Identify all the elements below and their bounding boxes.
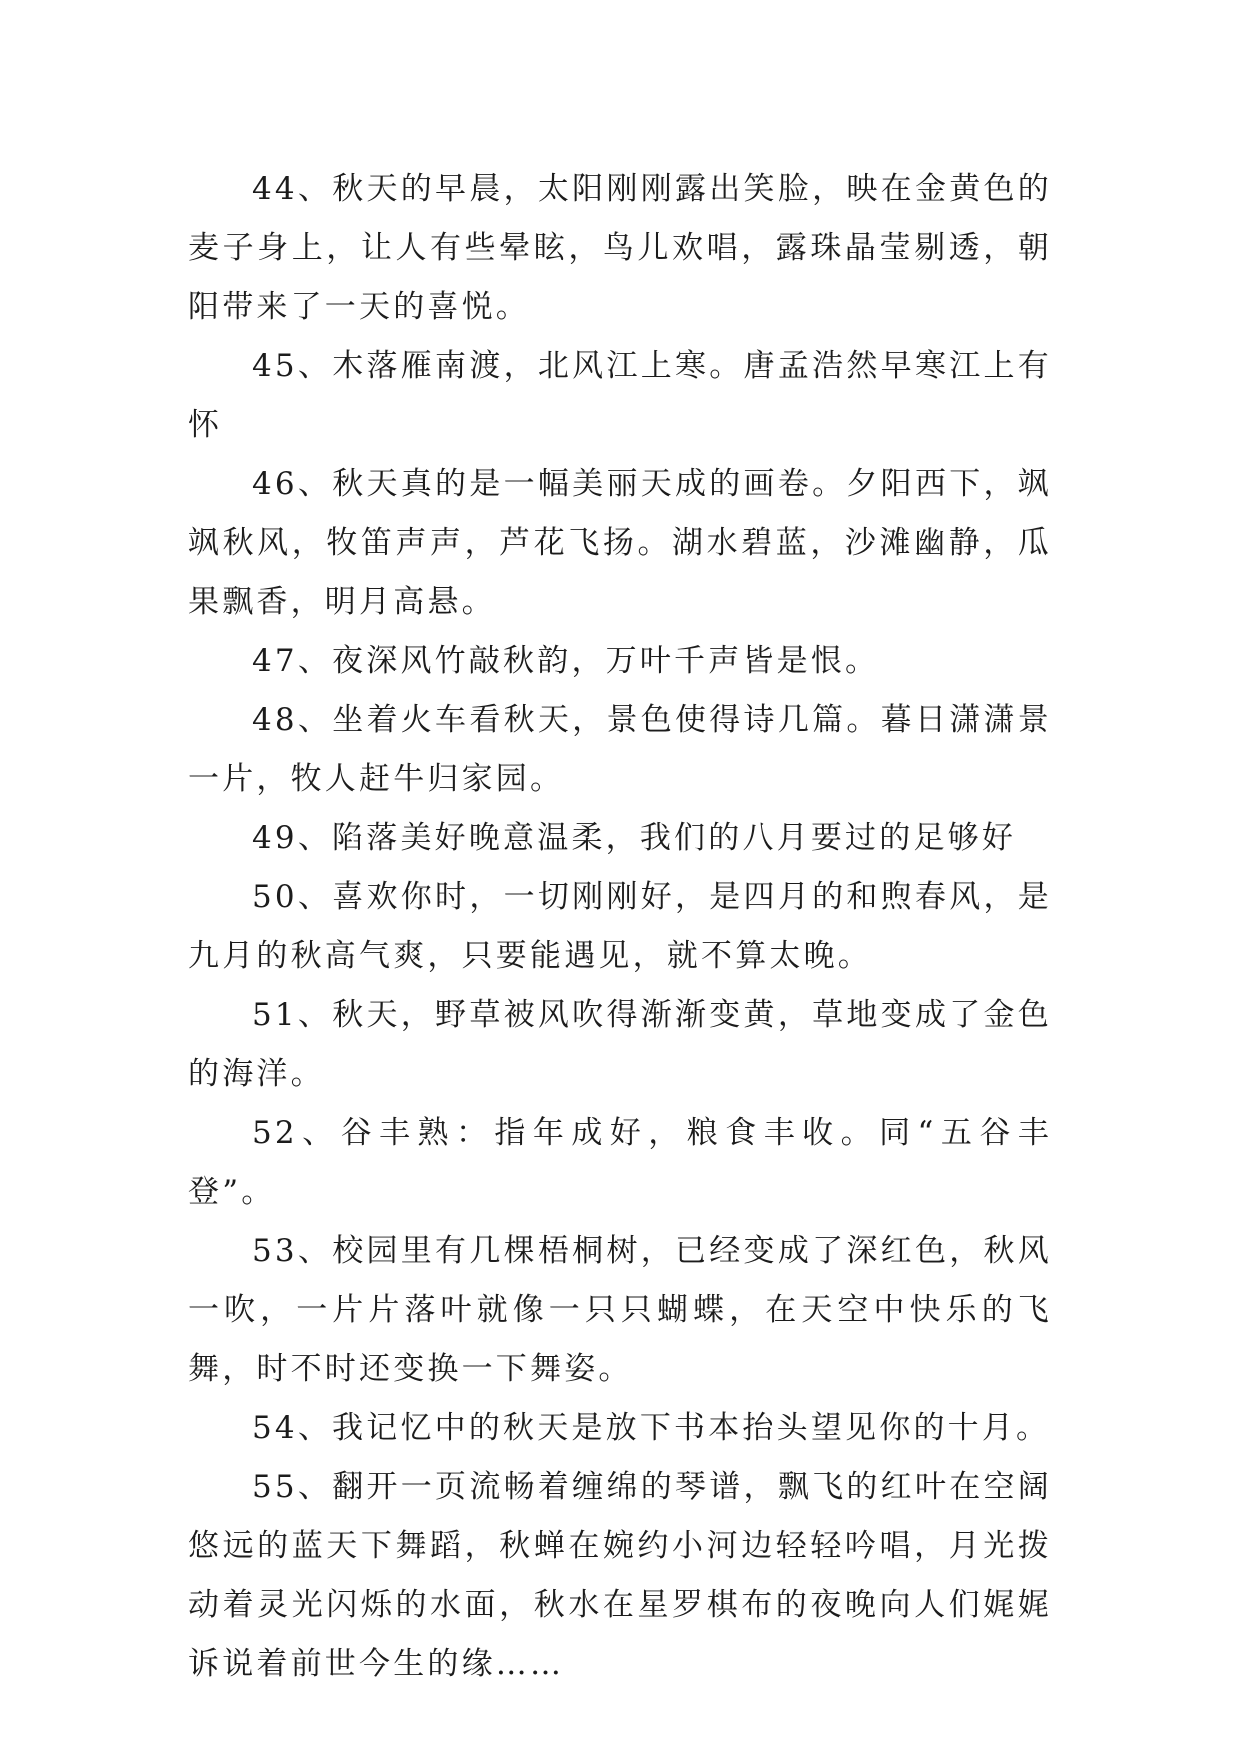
paragraph-48: 48、坐着火车看秋天，景色使得诗几篇。暮日潇潇景一片，牧人赶牛归家园。 — [188, 702, 1052, 797]
paragraph-50: 50、喜欢你时，一切刚刚好，是四月的和煦春风，是九月的秋高气爽，只要能遇见，就不算太晚。 — [188, 879, 1052, 974]
paragraph-55: 55、翻开一页流畅着缠绵的琴谱，飘飞的红叶在空阔悠远的蓝天下舞蹈，秋蝉在婉约小河边轻轻吟唱，月光拨动着灵光闪烁的水面，秋水在星罗棋布的夜晚向人们娓娓诉说着前世今生的缘…… — [188, 1469, 1052, 1682]
paragraph-52: 52、谷丰熟：指年成好，粮食丰收。同“五谷丰登”。 — [188, 1115, 1052, 1210]
paragraph-45: 45、木落雁南渡，北风江上寒。唐孟浩然早寒江上有怀 — [188, 348, 1052, 443]
paragraph-47: 47、夜深风竹敲秋韵，万叶千声皆是恨。 — [252, 643, 880, 679]
paragraph-49: 49、陷落美好晚意温柔，我们的八月要过的足够好 — [252, 820, 1017, 856]
paragraph-54: 54、我记忆中的秋天是放下书本抬头望见你的十月。 — [252, 1410, 1051, 1446]
paragraph-53: 53、校园里有几棵梧桐树，已经变成了深红色，秋风一吹，一片片落叶就像一只只蝴蝶，在天空中快乐的飞舞，时不时还变换一下舞姿。 — [188, 1233, 1052, 1387]
paragraph-44: 44、秋天的早晨，太阳刚刚露出笑脸，映在金黄色的麦子身上，让人有些晕眩，鸟儿欢唱，露珠晶莹剔透，朝阳带来了一天的喜悦。 — [188, 171, 1052, 325]
paragraph-46: 46、秋天真的是一幅美丽天成的画卷。夕阳西下，飒飒秋风，牧笛声声，芦花飞扬。湖水碧蓝，沙滩幽静，瓜果飘香，明月高悬。 — [188, 466, 1052, 620]
paragraph-51: 51、秋天，野草被风吹得渐渐变黄，草地变成了金色的海洋。 — [188, 997, 1052, 1092]
document-page — [188, 160, 1052, 1694]
